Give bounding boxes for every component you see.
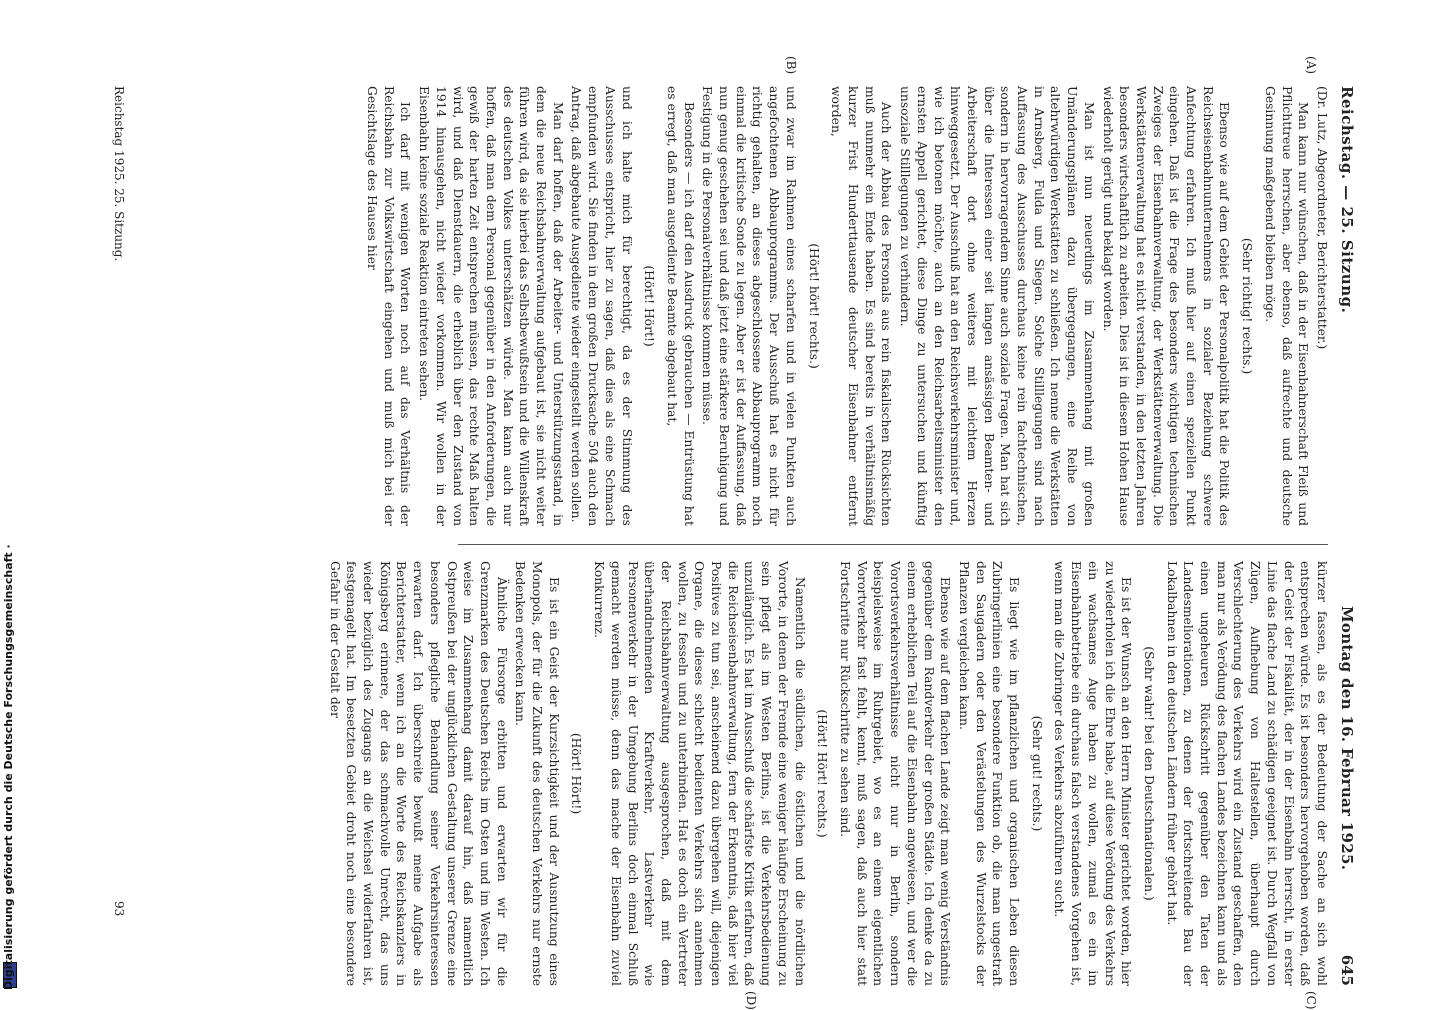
paragraph: Auch der Abbau des Personals aus rein fiskalischen Rücksichten muß nunmehr ein Ende haben. Es sind bereits in verhältnismäßig kurzer Frist Hunderttausende deutscher Eisenbahner entfernt worden, <box>829 86 894 526</box>
paragraph: Es liegt wie im pflanzlichen und organischen Leben diesen Zubringerlinien eine besondere Funktion ob, die man ungestraft den Saugadern oder den Verästelungen des Wurzelstocks der Pflanzen vergleichen kann. <box>956 561 1022 986</box>
margin-marker-d: (D) <box>744 991 758 1010</box>
column-divider <box>458 544 1328 545</box>
paragraph: kürzer fassen, als es der Bedeutung der Sache an sich wohl entsprechen würde. Es ist besonders hervorgehoben worden, daß der Geist der Fiskalität, der in der Eisenbahn herrscht, in erster Linie das flache Land zu schädigen geeignet ist. Durch Wegfall von Zügen, Aufhebung von Haltestellen, überhaupt durch Verschlechterung des Verkehrs wird ein Zustand geschaffen, den man nur als Verödung des flachen Landes bezeichnen kann und als einen ungeheuren Rückschritt gegenüber den Taten der Landesmeliorationen, zu denen der fortschreitende Bau der Lokalbahnen in den deutschen Ländern früher gehört hat. <box>1164 561 1329 986</box>
interjection: (Hört! Hört!) <box>642 265 657 347</box>
paragraph: Es ist ein Geist der Kurzsichtigkeit und der Ausnutzung eines Monopols, der für die Zukunft des deutschen Verkehrs nur ernste Bedenken erwecken kann. <box>513 561 561 986</box>
interjection: (Hört! hört! rechts.) <box>806 243 821 369</box>
paragraph: Namentlich die südlichen, die östlichen und die nördlichen Vororte, in denen der Fremde eine weniger häufige Erscheinung zu sein pflegt als im Westen Berlins, ist die Verkehrsbedienung unzulänglich. Es hat im Ausschuß die schärfste Kritik erfahren, daß die Reichseisenbahnverwaltung, fern der Erkenntnis, daß hier viel Positives zu tun sei, anscheinend dazu übergehen will, diejenigen Organe, die dieses schlecht bedienten Verkehrs sich annehmen wollen, zu fesseln und zu unterbinden. Hat es doch ein Vertreter der Reichsbahnverwaltung ausgesprochen, daß mit dem überhandnehmenden Kraftverkehr, Lastverkehr wie Personenverkehr in der Umgebung Berlins doch einmal Schluß gemacht werden müsse, denn das mache der Eisenbahn zuviel Konkurrenz. <box>592 561 807 986</box>
paragraph: Ähnliche Fürsorge erbitten und erwarten wir für die Grenzmarken des Deutschen Reichs im Osten und im Westen. Ich weise im Zusammenhang damit darauf hin, daß namentlich Ostpreußen bei der unglücklichen Gestaltung unserer Grenze eine besonders pflegliche Behandlung seiner Verkehrsinteressen erwarten darf. Ich überschreite bewußt meine Aufgabe als Berichterstatter, wenn ich an die Worte des Reichskanzlers in Königsberg erinnere, der das schmachvolle Unrecht, das uns wieder bezüglich des Zugangs an die Weichsel widerfahren ist, festgenagelt hat. Im besetzten Gebiet droht noch eine besondere Gefahr in der Gestalt der <box>327 561 509 986</box>
paragraph: Ich darf mit wenigen Worten noch auf das Verhältnis der Reichsbahn zur Volkswirtschaft eingehen und muß mich bei der Gesichtslage des Hauses hier <box>365 86 413 526</box>
paragraph: Es ist der Wunsch an den Herrn Minister gerichtet worden, hier zu wiederholen ich die Ehre habe, auf diese Verödung des Verkehrs ein wachsames Auge haben zu wollen, zumal es ein im Eisenbahnbetriebe ein durchaus falsch verstandenes Vorgehen ist, wenn man die Zubringer des Verkehrs abzuführen sucht. <box>1052 561 1134 986</box>
interjection: (Sehr gut! rechts.) <box>1029 715 1044 832</box>
interjection: (Hört! Hört! rechts.) <box>815 709 830 838</box>
footer-session: Reichstag 1925. 25. Sitzung. <box>112 86 126 262</box>
interjection: (Sehr richtig! rechts.) <box>1240 237 1255 375</box>
text-column-left <box>361 86 1330 526</box>
footer-sheet-number: 93 <box>112 901 126 917</box>
margin-marker-b: (B) <box>784 56 798 75</box>
page-header <box>1330 86 1358 986</box>
funding-note: Digitalisierung gefördert durch die Deutsche Forschungsgemeinschaft · <box>2 544 15 990</box>
funding-sidebar <box>0 0 18 1000</box>
interjection: (Hört! Hört!) <box>569 732 584 815</box>
paragraph: und ich halte mich für berechtigt, da es der Stimmung des Ausschusses entspricht, hier zu sagen, daß dies als eine Schmach empfunden wird. Sie finden in dem großen Drucksache 504 auch den Antrag, daß abgebaute Ausgediente wieder eingestellt werden sollen. <box>569 86 634 526</box>
page-number: 645 <box>1338 954 1356 986</box>
document-page <box>108 56 1358 1010</box>
margin-marker-c: (C) <box>1304 991 1318 1010</box>
header-date: Montag den 16. Februar 1925. <box>1338 606 1356 871</box>
speaker-line: (Dr. Lutz, Abgeordneter, Berichterstatter.) <box>1315 86 1329 350</box>
margin-marker-a: (A) <box>1304 56 1318 75</box>
paragraph: Ebenso wie auf dem flachen Lande zeigt man wenig Verständnis gegenüber dem Randverkehr der großen Städte. Ich denke da zu einem erheblichen Teil auf die Eisenbahn angewiesen, und wer die Vorortsverkehrsverhältnisse nicht nur in Berlin, sondern beispielsweise im Ruhrgebiet, wo es an einem eigentlichen Vorortverkehr fast fehlt, kennt, muß sagen, daß auch hier statt Fortschritte nur Rückschritte zu sehen sind. <box>838 561 953 986</box>
text-column-right <box>324 561 1330 986</box>
paragraph: Ebenso wie auf dem Gebiet der Personalpolitik hat die Politik des Reichseisenbahnunternehmens in sozialer Beziehung schwere Anfechtung erfahren. Ich muß hier auf einen speziellen Punkt eingehen. Daß ist die Frage des besonders wichtigen technischen Zweiges der Eisenbahnverwaltung, der Werkstättenverwaltung. Die Werkstättenverwaltung hat es nicht verstanden, in den letzten Jahren besonders wirtschaftlich zu arbeiten. Dies ist in diesem Hohen Hause wiederholt gerügt und beklagt worden. <box>1100 86 1232 526</box>
paragraph: Man kann nur wünschen, daß in der Eisenbahnerschaft Fleiß und Pflichttreue herrschen, aber ebenso, daß aufrechte und deutsche Gesinnung maßgebend bleiben möge. <box>1262 86 1311 526</box>
header-session: Reichstag. — 25. Sitzung. <box>1338 86 1356 314</box>
paragraph: Man darf hoffen, daß der Arbeiter- und Unterstützungsstand, in dem die neue Reichsbahnverwaltung aufgebaut ist, sie nicht weiter führen wird, da sie hierbei das Selbstbewußtsein und die Willenskraft des deutschen Volkes unterschätzen würde. Man kann auch nur hoffen, daß man dem Personal gegenüber in den Anforderungen, die gewiß der harten Zeit entsprechen müssen, das rechte Maß halten wird, und daß Dienstdauern, die erheblich über den Zustand von 1914 hinausgehen, nicht wieder vorkommen. Wir wollen in der Eisenbahn keine soziale Reaktion eintreten sehen. <box>417 86 565 526</box>
paragraph: Besonders — ich darf den Ausdruck gebrauchen — Entrüstung hat es erregt, daß man ausgediente Beamte abgebaut hat, <box>664 86 696 526</box>
paragraph: Man ist nun neuerdings im Zusammenhang mit großen Umänderungsplänen dazu übergegangen, eine Reihe von altehrwürdigen Werkstätten zu schließen. Ich nenne die Werkstätten in Arnsberg, Fulda und Siegen. Solche Stilllegungen sind nach Auffassung des Ausschusses durchaus keine rein fachtechnischen, sondern in hervorragendem Sinne auch soziale Fragen. Man hat sich über die Interessen einer seit langen ansässigen Beamten- und Arbeiterschaft dort ohne weiteres mit leichtem Herzen hinweggesetzt. Der Ausschuß hat an den Reichsverkehrsminister und, wie ich betonen möchte, auch an den Reichsarbeitsminister den ernsten Appell gerichtet, diese Dinge zu untersuchen und künftig unsoziale Stilllegungen zu verhindern. <box>898 86 1096 526</box>
interjection: (Sehr wahr! bei den Deutschnationalen.) <box>1141 646 1156 901</box>
paragraph: und zwar im Rahmen eines scharfen und in vielen Punkten auch angefochtenen Abbauprogramms. Der Ausschuß hat es nicht für richtig gehalten, an dieses abgeschlossene Abbauprogramm noch einmal die kritische Sonde zu legen. Aber er ist der Auffassung, daß nun genug geschehen sei und daß jetzt eine stärkere Beruhigung und Festigung in die Personalverhältnisse kommen müsse. <box>700 86 798 526</box>
